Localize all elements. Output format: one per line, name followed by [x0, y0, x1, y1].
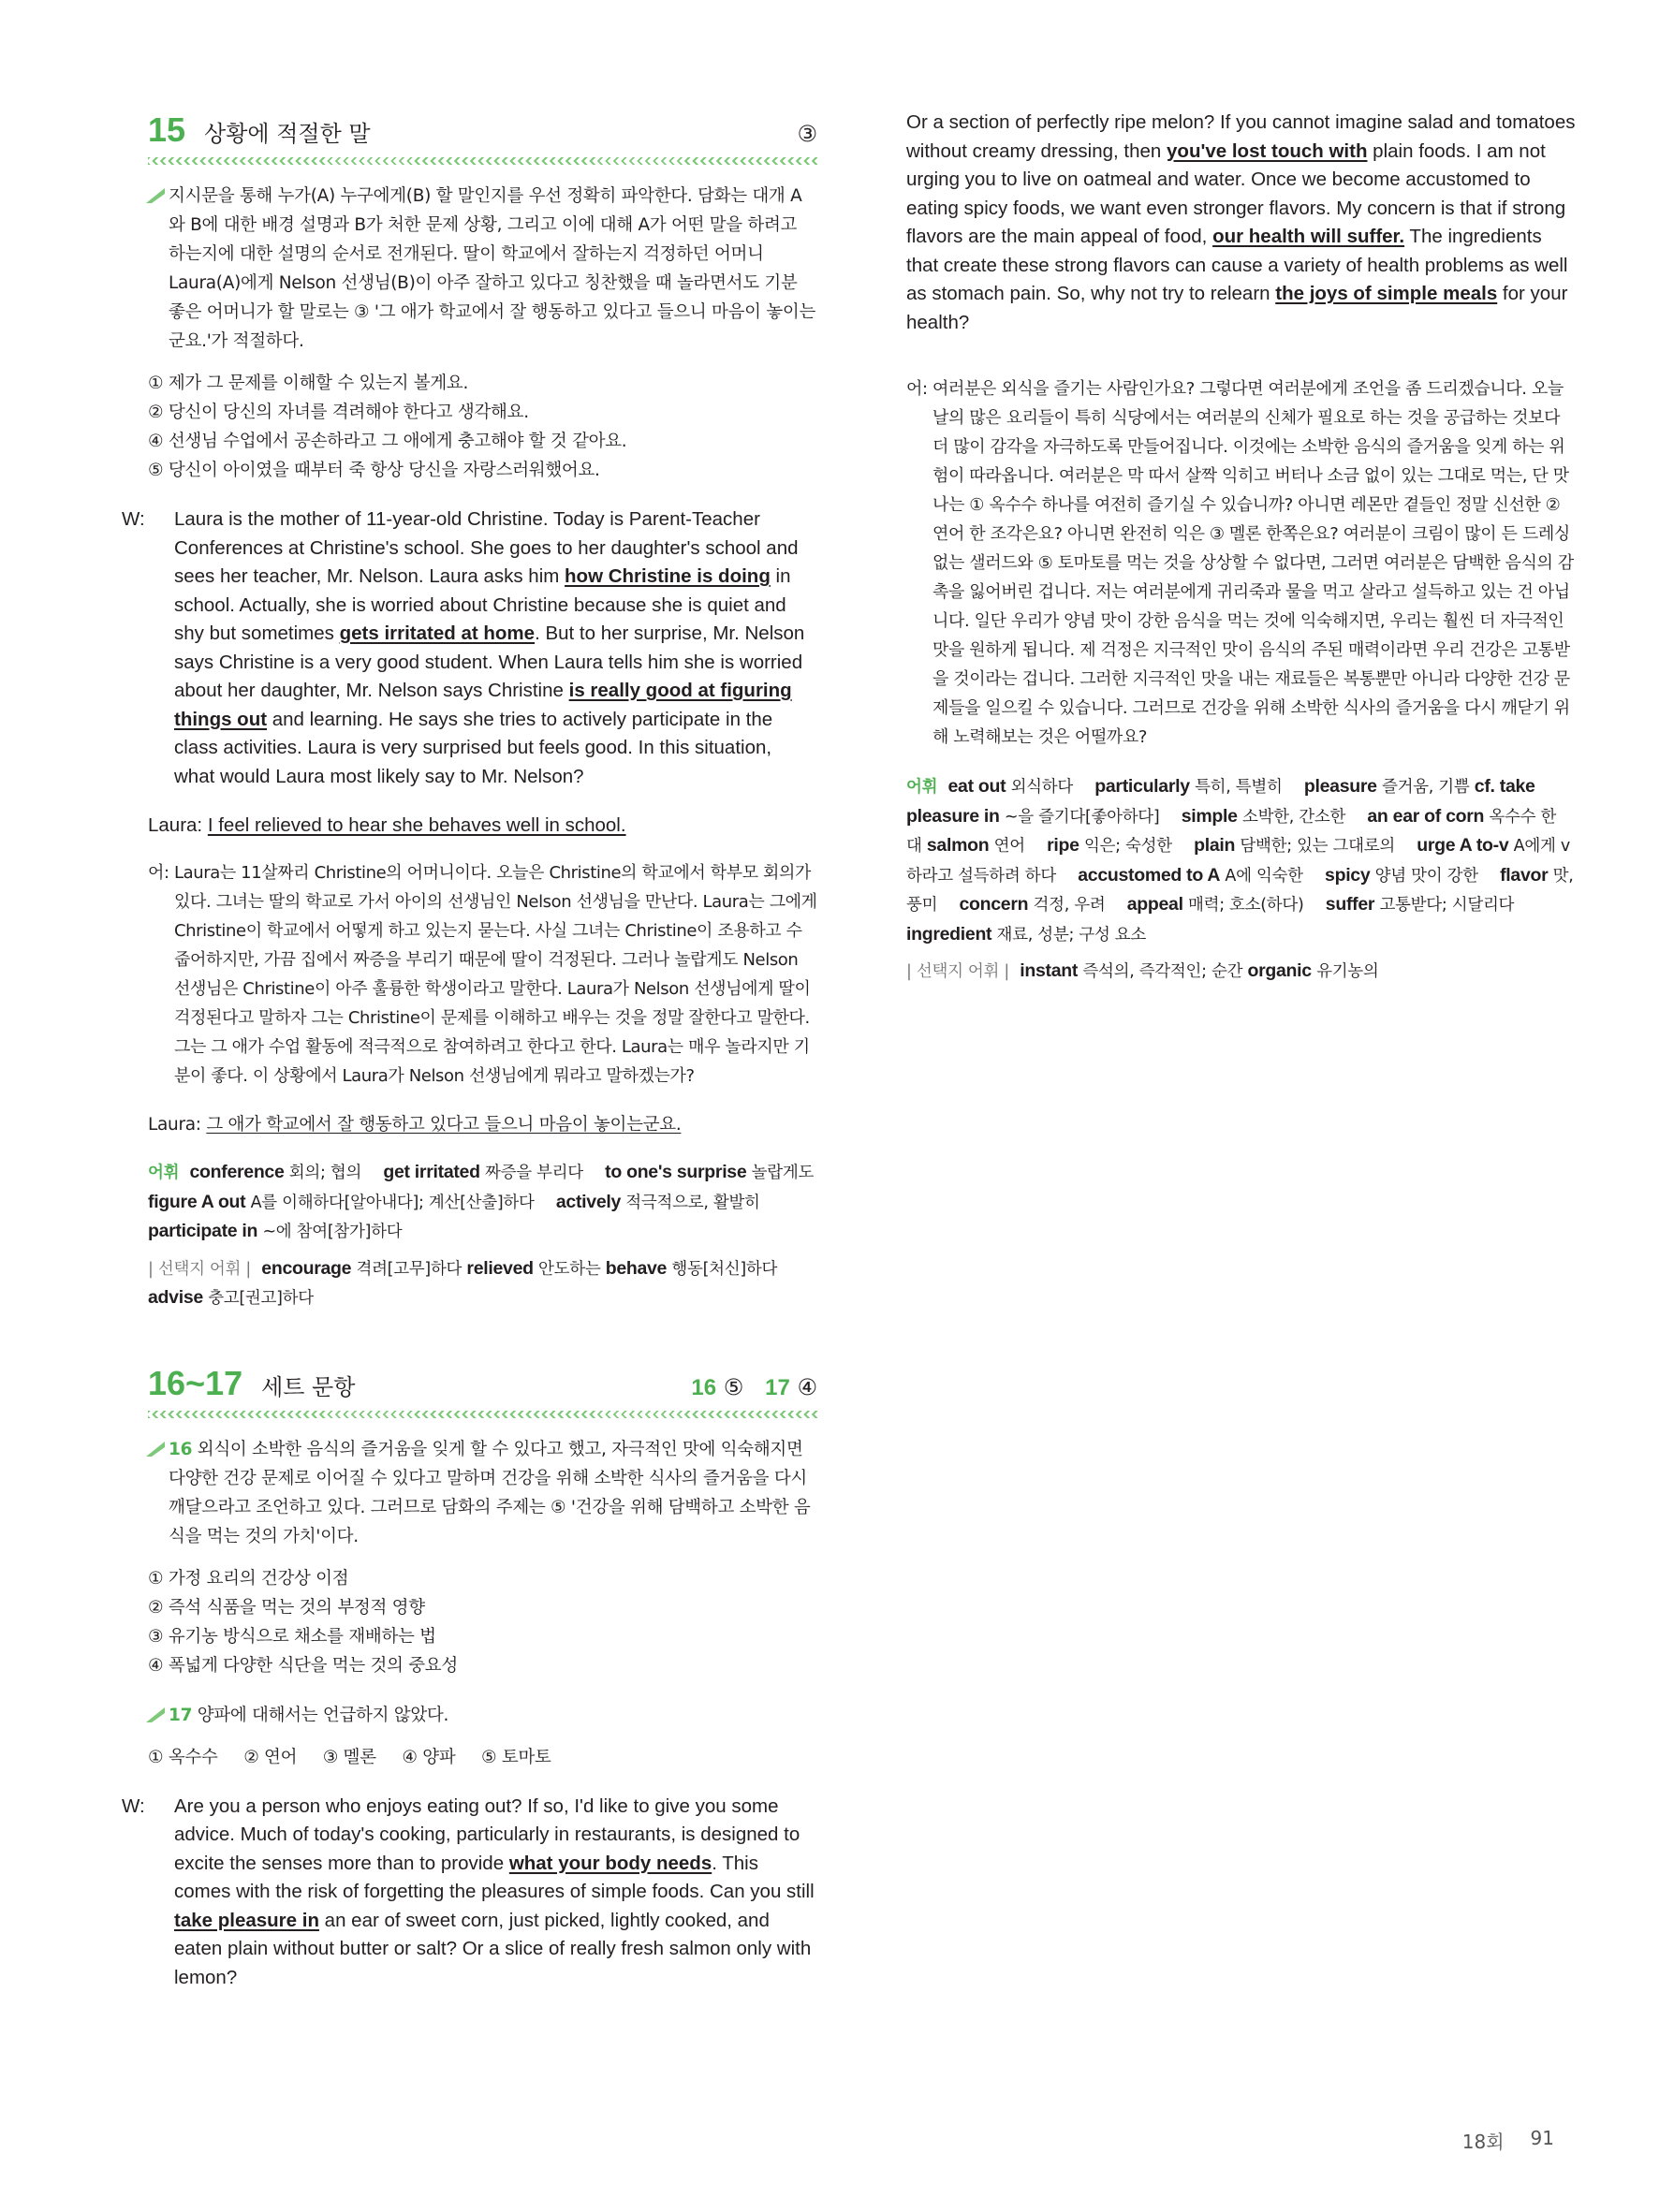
page-footer — [1462, 2127, 1554, 2154]
selection-vocab-label: | 선택지 어휘 | — [906, 962, 1010, 981]
script-15: W: Laura is the mother of 11-year-old Christine. Today is Parent-Teacher Conferences at Christine's school. She goes to her daughter's school and sees her teacher, Mr. Nelson. Laura asks him how Christine is doing in school. Actually, she is worried about Christine because she is quiet and shy but sometimes gets irritated at home. But to her surprise, Mr. Nelson says Christine is a very good student. When Laura tells him she is worried about her daughter, Mr. Nelson says Christine is really good at figuring things out and learning. He says she tries to actively participate in the class activities. Laura is very surprised but feels good. In this situation, what would Laura most likely say to Mr. Nelson? — [148, 505, 817, 791]
key-phrase: you've lost touch with — [1167, 139, 1368, 162]
option-item: ⑤ 토마토 — [481, 1747, 551, 1767]
options-15 — [148, 369, 817, 485]
vocab-label: 어휘 — [906, 778, 938, 797]
key-phrase: what your body needs — [508, 1852, 712, 1874]
question-number: 16 — [169, 1439, 193, 1459]
response-text: I feel relieved to hear she behaves well in school. — [207, 814, 626, 836]
selection-vocab-label: | 선택지 어휘 | — [148, 1259, 252, 1279]
section-15-header — [148, 110, 817, 157]
section-answer: ③ — [797, 121, 817, 147]
pencil-icon — [146, 1442, 165, 1457]
page-number: 91 — [1530, 2127, 1554, 2149]
section-title: 세트 문항 — [261, 1373, 356, 1400]
option-item: ① 제가 그 문제를 이해할 수 있는지 볼게요. — [148, 374, 469, 393]
key-phrase: take pleasure in — [174, 1909, 319, 1931]
key-phrase: is really good at figuring things out — [174, 680, 792, 730]
pencil-icon — [146, 188, 165, 203]
option-item: ② 연어 — [243, 1747, 298, 1767]
vocab-16-17: 어휘 eat out 외식하다 particularly 특히, 특별히 pleasure 즐거움, 기쁨 cf. take pleasure in ~을 즐기다[좋아하다] simple 소박한, 간소한 an ear of corn 옥수수 한 대 salmon 연어 ripe 익은; 숙성한 plain 담백한; 있는 그대로의 urge A to-v A에게 v하라고 설득하려 하다 accustomed to A A에 익숙한 spicy 양념 맛이 강한 flavor 맛, 풍미 concern 걱정, 우려 appeal 매력; 호소(하다) suffer 고통받다; 시달리다 ingredient 재료, 성분; 구성 요소 — [906, 776, 1574, 945]
translation-16-17: 어: 여러분은 외식을 즐기는 사람인가요? 그렇다면 여러분에게 조언을 좀 드리겠습니다. 오늘날의 많은 요리들이 특히 식당에서는 여러분의 신체가 필요로 하는 것을 공급하는 것보다 더 많이 감각을 자극하도록 만들어집니다. 이것에는 소박한 음식의 즐거움을 잊게 하는 위험이 따라옵니다. 여러분은 막 따서 살짝 익히고 버터나 소금 없이 있는 그대로 먹는, 단 맛 나는 ① 옥수수 하나를 여전히 즐기실 수 있습니까? 아니면 레몬만 곁들인 정말 신선한 ② 연어 한 조각은요? 아니면 완전히 익은 ③ 멜론 한쪽은요? 여러분이 크림이 많이 든 드레싱 없는 샐러드와 ⑤ 토마토를 먹는 것을 상상할 수 없다면, 그러면 여러분은 담백한 음식의 감촉을 잃어버린 겁니다. 저는 여러분에게 귀리죽과 물을 먹고 살라고 설득하고 있는 건 아닙니다. 일단 우리가 양념 맛이 강한 음식을 먹는 것에 익숙해지면, 우리는 훨씬 더 자극적인 맛을 원하게 됩니다. 제 걱정은 지극적인 맛이 음식의 주된 매력이라면 우리 건강은 고통받을 것이라는 겁니다. 그러한 지극적인 맛을 내는 재료들은 복통뿐만 아니라 다양한 건강 문제들을 일으킬 수 있습니다. 그러므로 건강을 위해 소박한 식사의 즐거움을 다시 깨닫기 위해 노력해보는 것은 어떨까요? — [906, 379, 1574, 747]
pencil-icon — [146, 1707, 165, 1722]
option-item: ② 당신이 당신의 자녀를 격려해야 한다고 생각해요. — [148, 403, 529, 422]
right-column — [906, 109, 1576, 1000]
vocab-15: 어휘 conference 회의; 협의 get irritated 짜증을 부리다 to one's surprise 놀랍게도 figure A out A를 이해하다[알아내다]; 계산[산출]하다 actively 적극적으로, 활발히 participate in ~에 참여[참가]하다 — [148, 1162, 815, 1241]
key-phrase: gets irritated at home — [339, 623, 536, 644]
round-label: 18회 — [1461, 2131, 1505, 2153]
option-item: ⑤ 당신이 아이였을 때부터 죽 항상 당신을 자랑스러워했어요. — [148, 461, 600, 480]
option-item: ① 옥수수 — [148, 1747, 218, 1767]
zigzag-divider — [148, 1411, 817, 1418]
option-item: ④ 폭넓게 다양한 식단을 먹는 것의 중요성 — [148, 1655, 458, 1676]
explanation-text: 외식이 소박한 음식의 즐거움을 잊게 할 수 있다고 했고, 자극적인 맛에 익숙해지면 다양한 건강 문제로 이어질 수 있다고 말하며 건강을 위해 소박한 식사의 즐거움을 다시 깨달으라고 조언하고 있다. 그러므로 담화의 주제는 ⑤ '건강을 위해 담백하고 소박한 음식을 먹는 것의 가치'이다. — [169, 1439, 811, 1546]
option-item: ① 가정 요리의 건강상 이점 — [148, 1568, 349, 1589]
options-16 — [148, 1564, 817, 1680]
section-number: 16~17 — [148, 1363, 243, 1402]
speaker-label: W: — [122, 1795, 145, 1817]
explanation-text: 양파에 대해서는 언급하지 않았다. — [197, 1705, 449, 1725]
response-kr-text: 그 애가 학교에서 잘 행동하고 있다고 들으니 마음이 놓이는군요. — [206, 1115, 682, 1135]
translation-15: 어: Laura는 11살짜리 Christine의 어머니이다. 오늘은 Christine의 학교에서 학부모 회의가 있다. 그녀는 딸의 학교로 가서 아이의 선생님인 Nelson 선생님을 만난다. Laura는 그에게 Christine이 학교에서 어떻게 하고 있는지 묻는다. 사실 그녀는 Christine이 조용하고 수줍어하지만, 가끔 집에서 짜증을 부리기 때문에 딸이 걱정된다. 그러나 놀랍게도 Nelson 선생님은 Christine이 아주 훌륭한 학생이라고 말한다. Laura가 Nelson 선생님에게 딸이 걱정된다고 말하자 그는 Christine이 문제를 이해하고 배우는 것을 정말 잘한다고 말한다. 그는 그 애가 수업 활동에 적극적으로 참여하려고 한다고 한다. Laura는 매우 놀라지만 기분이 좋다. 이 상황에서 Laura가 Nelson 선생님에게 뭐라고 말하겠는가? — [148, 863, 817, 1086]
explanation-17 — [148, 1701, 817, 1730]
explanation-text: 지시문을 통해 누가(A) 누구에게(B) 할 말인지를 우선 정확히 파악한다. 담화는 대개 A와 B에 대한 배경 설명과 B가 처한 문제 상황, 그리고 이에 대해 A가 어떤 말을 하려고 하는지에 대한 설명의 순서로 전개된다. 딸이 학교에서 잘하는지 걱정하던 어머니 Laura(A)에게 Nelson 선생님(B)이 아주 잘하고 있다고 칭찬했을 때 놀라면서도 기분 좋은 어머니가 할 말로는 ③ '그 애가 학교에서 잘 행동하고 있다고 들으니 마음이 놓이는군요.'가 적절하다. — [169, 186, 816, 351]
options-17 — [148, 1743, 817, 1772]
section-answers: 16 ⑤ 17 ④ — [691, 1373, 817, 1400]
question-number: 17 — [169, 1705, 193, 1725]
option-item: ② 즉석 식품을 먹는 것의 부정적 영향 — [148, 1597, 425, 1618]
section-title: 상황에 적절한 말 — [204, 121, 371, 147]
speaker-label: Laura: — [148, 1115, 201, 1135]
script-16-17-part2: Or a section of perfectly ripe melon? If you cannot imagine salad and tomatoes without creamy dressing, then you've lost touch with plain foods. I am not urging you to live on oatmeal and water. Once we become accustomed to eating spicy foods, we want even stronger flavors. My concern is that if strong flavors are the main appeal of food, our health will suffer. The ingredients that create these strong flavors can cause a variety of health problems as well as stomach pain. So, why not try to relearn the joys of simple meals for your health? — [906, 111, 1576, 333]
option-item: ④ 양파 — [402, 1747, 456, 1767]
left-column — [122, 110, 817, 2013]
response-15 — [148, 812, 817, 840]
response-kr-15 — [148, 1111, 817, 1139]
speaker-label: W: — [122, 508, 145, 530]
selection-vocab-16-17: | 선택지 어휘 | instant 즉석의, 즉각적인; 순간 organic 유기농의 — [906, 960, 1379, 981]
vocab-label: 어휘 — [148, 1164, 180, 1182]
speaker-label: Laura: — [148, 814, 203, 836]
explanation-15 — [148, 182, 817, 356]
key-phrase: the joys of simple meals — [1275, 283, 1498, 304]
key-phrase: how Christine is doing — [565, 565, 771, 587]
zigzag-divider — [148, 157, 817, 165]
option-item: ③ 유기농 방식으로 채소를 재배하는 법 — [148, 1626, 436, 1647]
section-16-17-header — [148, 1364, 817, 1411]
section-number: 15 — [148, 110, 186, 149]
key-phrase: our health will suffer. — [1212, 226, 1405, 247]
explanation-16 — [148, 1435, 817, 1551]
selection-vocab-15: | 선택지 어휘 | encourage 격려[고무]하다 relieved 안도하는 behave 행동[처신]하다 advise 충고[권고]하다 — [148, 1257, 778, 1308]
script-16-17-part1: W: Are you a person who enjoys eating out? If so, I'd like to give you some advice. Much of today's cooking, particularly in restaurants, is designed to excite the senses more than to provide what your body needs. This comes with the risk of forgetting the pleasures of simple foods. Can you still take pleasure in an ear of sweet corn, just picked, lightly cooked, and eaten plain without butter or salt? Or a slice of really fresh salmon only with lemon? — [148, 1793, 817, 1993]
option-item: ④ 선생님 수업에서 공손하라고 그 애에게 충고해야 할 것 같아요. — [148, 432, 627, 451]
option-item: ③ 멜론 — [322, 1747, 376, 1767]
